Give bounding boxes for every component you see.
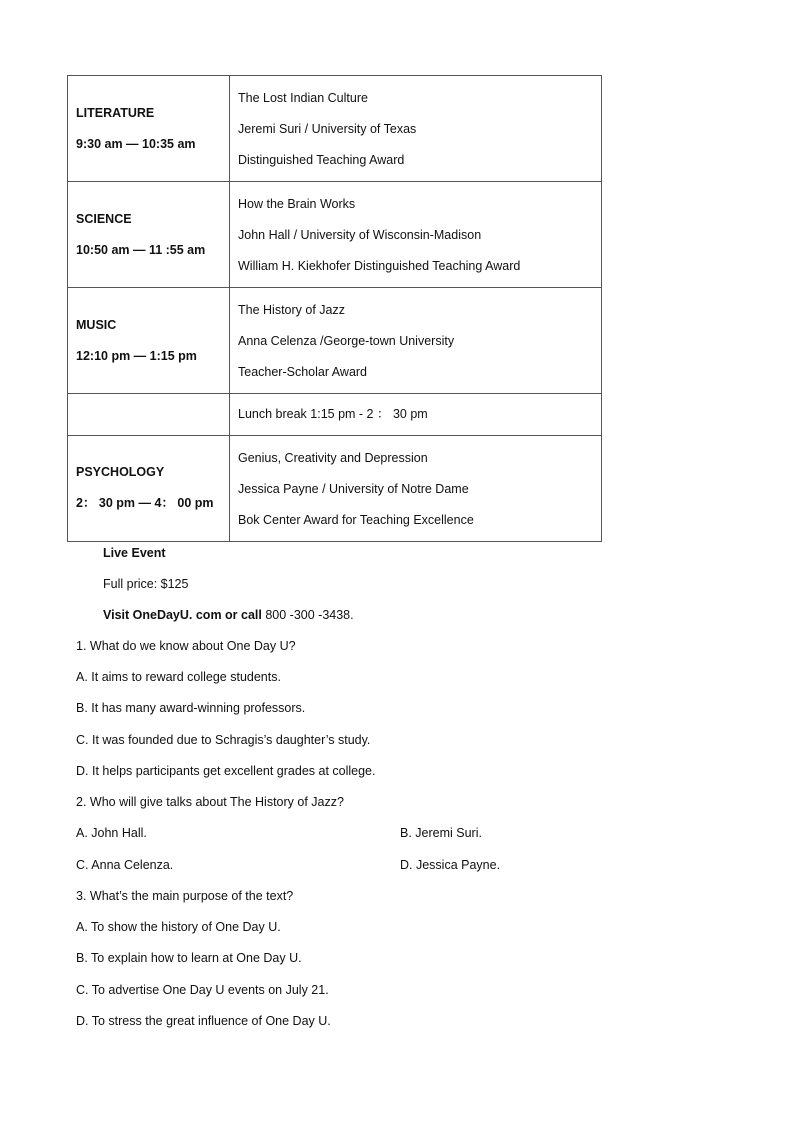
phone-number: 800 -300 -3438. — [261, 608, 354, 622]
talk-award: Teacher-Scholar Award — [238, 365, 368, 379]
talk-speaker: Jeremi Suri / University of Texas — [238, 122, 417, 136]
q3-option-a: A. To show the history of One Day U. — [76, 920, 281, 934]
lunch-cell — [230, 394, 602, 436]
subject-cell — [68, 436, 230, 542]
schedule-row-literature — [68, 76, 602, 182]
subject-cell — [68, 76, 230, 182]
talk-award: Bok Center Award for Teaching Excellence — [238, 513, 474, 527]
subject-name: SCIENCE — [76, 212, 132, 226]
subject-time: 9:30 am — 10:35 am — [76, 137, 196, 151]
detail-cell — [230, 288, 602, 394]
schedule-row-lunch — [68, 394, 602, 436]
schedule-row-music — [68, 288, 602, 394]
question-1: 1. What do we know about One Day U? — [76, 639, 296, 653]
detail-cell — [230, 76, 602, 182]
talk-title: The History of Jazz — [238, 303, 345, 317]
talk-title: Genius, Creativity and Depression — [238, 451, 428, 465]
contact-line — [103, 600, 354, 631]
talk-speaker: John Hall / University of Wisconsin-Madison — [238, 228, 482, 242]
talk-award: Distinguished Teaching Award — [238, 153, 405, 167]
schedule-row-science — [68, 182, 602, 288]
talk-title: The Lost Indian Culture — [238, 91, 368, 105]
detail-cell — [230, 436, 602, 542]
question-2: 2. Who will give talks about The History of Jazz? — [76, 795, 344, 809]
q2-option-b: B. Jeremi Suri. — [400, 826, 482, 840]
talk-award: William H. Kiekhofer Distinguished Teaching Award — [238, 259, 521, 273]
q3-option-b: B. To explain how to learn at One Day U. — [76, 951, 302, 965]
q3-option-c: C. To advertise One Day U events on July 21. — [76, 983, 329, 997]
full-price: Full price: $125 — [103, 577, 189, 591]
schedule-table — [67, 75, 602, 542]
lunch-break: Lunch break 1:15 pm - 2 ： 30 pm — [238, 407, 428, 421]
q1-option-c: C. It was founded due to Schragis’s daughter’s study. — [76, 733, 371, 747]
subject-name: LITERATURE — [76, 106, 155, 120]
q1-option-d: D. It helps participants get excellent grades at college. — [76, 764, 376, 778]
subject-cell — [68, 182, 230, 288]
empty-subject-cell — [68, 394, 230, 436]
subject-time: 12:10 pm — 1:15 pm — [76, 349, 197, 363]
question-3: 3. What’s the main purpose of the text? — [76, 889, 294, 903]
schedule-row-psychology — [68, 436, 602, 542]
q2-option-d: D. Jessica Payne. — [400, 858, 501, 872]
subject-name: MUSIC — [76, 318, 117, 332]
subject-cell — [68, 288, 230, 394]
detail-cell — [230, 182, 602, 288]
talk-title: How the Brain Works — [238, 197, 356, 211]
subject-name: PSYCHOLOGY — [76, 465, 165, 479]
talk-speaker: Anna Celenza /George-town University — [238, 334, 455, 348]
q2-option-a: A. John Hall. — [76, 826, 147, 840]
live-event-label: Live Event — [103, 546, 166, 560]
q1-option-b: B. It has many award-winning professors. — [76, 701, 306, 715]
q3-option-d: D. To stress the great influence of One Day U. — [76, 1014, 331, 1028]
q1-option-a: A. It aims to reward college students. — [76, 670, 281, 684]
subject-time: 2： 30 pm — 4： 00 pm — [76, 496, 214, 510]
q2-option-c: C. Anna Celenza. — [76, 858, 174, 872]
visit-website: Visit OneDayU. com or call — [103, 608, 262, 622]
talk-speaker: Jessica Payne / University of Notre Dame — [238, 482, 469, 496]
subject-time: 10:50 am — 11 :55 am — [76, 243, 206, 257]
